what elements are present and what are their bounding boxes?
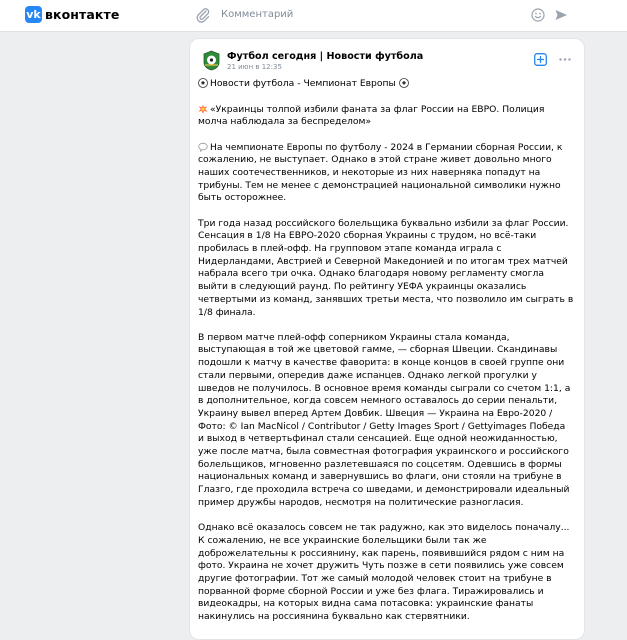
post-paragraph-text: На чемпионате Европы по футболу - 2024 в Германии сборная России, к сожалению, не выступает. Однако в этой стране живет довольно много наших соотечественников, и некоторые из них наверняка попадут на трибуны. Тем не менее с демонстрацией национальной символики нужно быть осторожнее. (198, 141, 563, 204)
send-icon[interactable] (554, 8, 568, 22)
post-headline-line (198, 78, 574, 91)
subscribe-plus-icon[interactable] (534, 53, 547, 66)
post-paragraph-2: Три года назад российского болельщика буквально избили за флаг России. Сенсация в 1/8 На ЕВРО-2020 сборная Украины с трудом, но всё-таки пробилась в плей-офф. На групповом этапе команда играла с Нидерландами, Австрией и Северной Македонией и по итогам трех матчей набрала всего три очка. Однако благодаря новому регламенту смогла выйти в следующий раунд. По рейтингу УЕФА украинцы оказались четвертыми из команд, занявших третьи места, что позволило им сыграть в 1/8 финала. (198, 217, 574, 318)
paperclip-icon[interactable] (195, 7, 211, 23)
speech-bubble-icon (198, 142, 208, 152)
smile-icon[interactable] (531, 8, 545, 22)
comment-input[interactable]: Комментарий (221, 9, 294, 20)
post-author[interactable]: Футбол сегодня | Новости футбола (227, 51, 424, 62)
community-avatar[interactable] (202, 50, 221, 71)
post-paragraph-3: В первом матче плей-офф соперником Украины стала команда, выступающая в той же цветовой гамме, — сборная Швеции. Скандинавы подошли к матчу в качестве фаворита: в конце концов в своей группе они стали первыми, опередив даже испанцев. Однако легкой прогулки у шведов не получилось. В основное время команды сыграли со счетом 1:1, а в дополнительное, когда совсем немного оставалось до серии пенальти, Украину вывел вперед Артем Довбик. Швеция — Украина на Евро-2020 / Фото: © Ian MacNicol / Contributor / Getty Images Sport / Gettyimages Победа и выход в четвертьфинал стали сенсацией. Еще одной неожиданностью, уже после матча, была совместная фотография украинского и российского болельщиков, мгновенно разлетевшаяся по соцсетям. Одевшись в формы национальных команд и завернувшись во флаги, они стояли на трибуне в Глазго, где проходила встреча со шведами, и демонстрировали идеальный пример дружбы народов, несмотря на политические разногласия. (198, 331, 571, 508)
post-card (189, 38, 585, 640)
vk-logo-icon: vk (26, 7, 41, 21)
logo-text: вконтакте (45, 6, 120, 22)
vk-logo[interactable] (25, 5, 119, 23)
comment-bar (186, 0, 586, 31)
more-icon[interactable] (558, 53, 572, 66)
post-title: «Украинцы толпой избили фаната за флаг России на ЕВРО. Полиция молча наблюдала за беспределом» (198, 103, 545, 128)
soccer-ball-icon (198, 78, 208, 88)
explosion-icon (198, 104, 208, 114)
post-date[interactable]: 21 июн в 12:35 (227, 63, 282, 71)
post-text (198, 78, 574, 636)
soccer-ball-icon (399, 78, 409, 88)
post-headline: Новости футбола - Чемпионат Европы (210, 78, 396, 89)
top-bar (0, 0, 627, 32)
post-paragraph-1 (198, 142, 574, 206)
post-title-line (198, 104, 574, 129)
post-paragraph-4: Однако всё оказалось совсем не так радужно, как это виделось поначалу... К сожалению, не все украинские болельщики были так же доброжелательны к россиянину, как парень, появившийся рядом с ним на фото. Украина не хочет дружить Чуть позже в сети появились уже совсем другие фотографии. Тот же самый молодой человек стоит на трибуне в порванной форме сборной России и уже без флага. Тиражировались и видеокадры, на которых видна сама потасовка: украинские фанаты накинулись на россиянина буквально как стервятники. (198, 522, 570, 623)
